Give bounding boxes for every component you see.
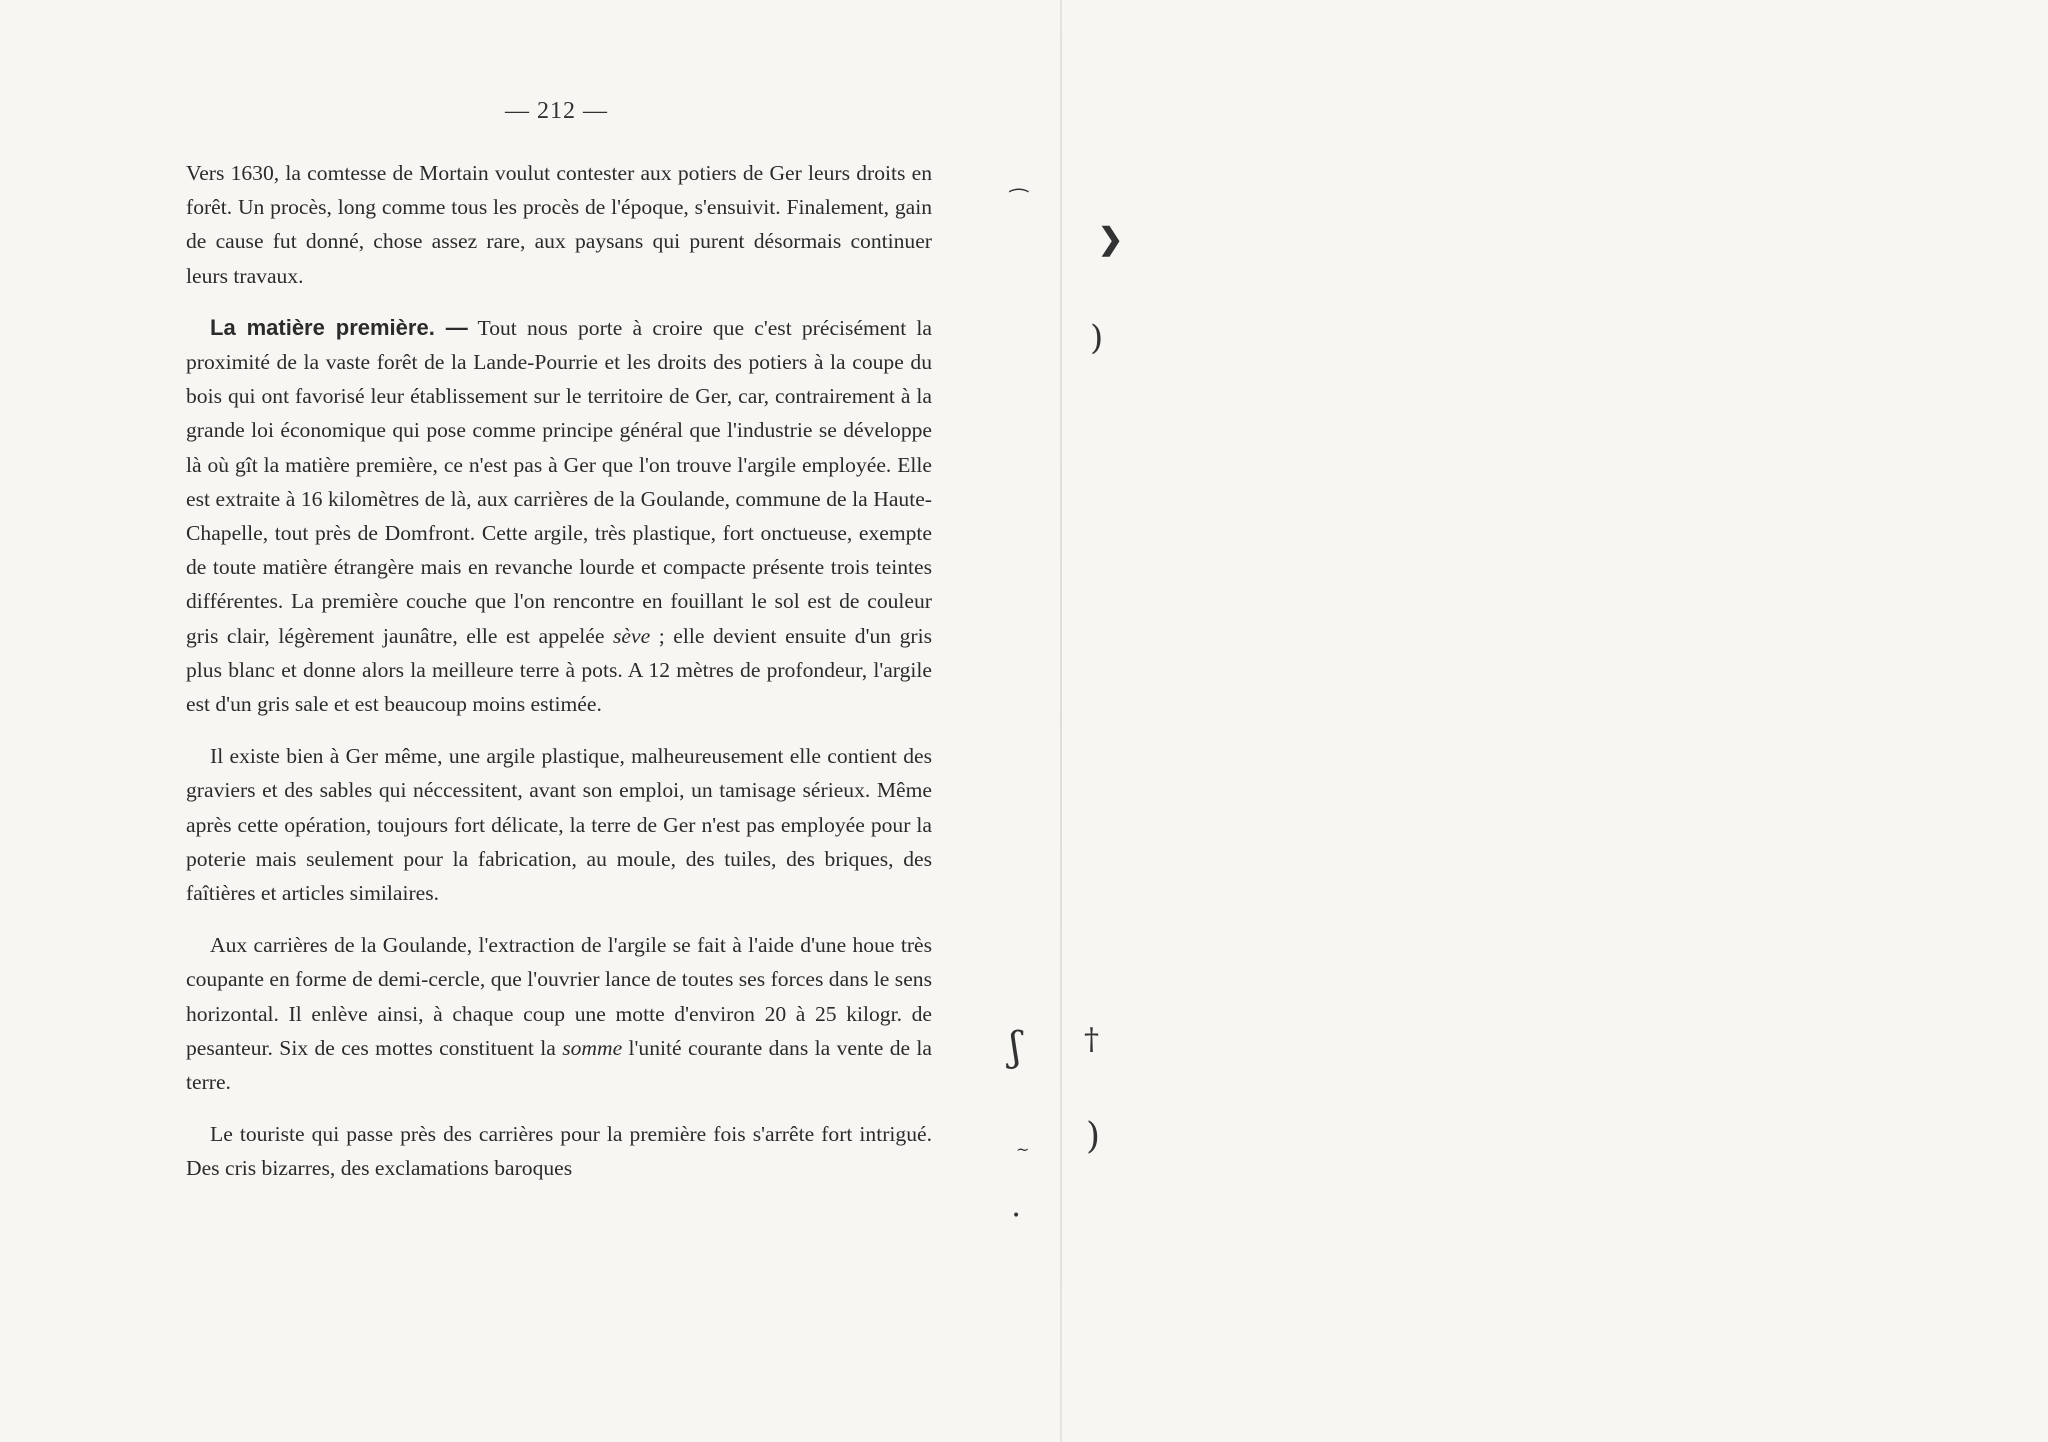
page-number: — 212 — [505,98,608,124]
paragraph-text: Aux carrières de la Goulande, l'extraction de l'argile se fait à l'aide d'une houe très coupante en forme de demi-cercle, que l'ouvrier lance de toutes ses forces dans le sens horizontal. Il enlève ainsi, à chaque coup une motte d'environ 20 à 25 kilogr. de pesanteur. Six de ces mottes constituent la [186,933,932,1060]
gutter-mark: • [1012,1208,1021,1224]
right-page [1024,0,2048,1442]
paragraph-text: l'unité courante dans la vente de la terre. [186,1035,933,1095]
gutter-mark: ) [1086,1116,1101,1157]
left-page-text [186,156,932,1204]
paragraph-text: Tout nous porte à croire que c'est précisément la proximité de la vaste forêt de la Lande-Pourrie et les droits des potiers à la coupe du bois qui ont favorisé leur établissement sur le territoire de Ger, car, contrairement à la grande loi économique qui pose comme principe général que l'industrie se développe là où gît la matière première, ce n'est pas à Ger que l'on trouve l'argile employée. Elle est extraite à 16 kilomètres de là, aux carrières de la Goulande, commune de la Haute-Chapelle, tout près de Domfront. Cette argile, très plastique, fort onctueuse, exempte de toute matière étrangère mais en revanche lourde et compacte présente trois teintes différentes. La première couche que l'on rencontre en fouillant le sol est de couleur gris clair, légèrement jaunâtre, elle est appelée [186,315,932,648]
gutter-mark: ~ [1016,1140,1030,1159]
gutter-mark: † [1084,1022,1099,1057]
gutter-mark: ) [1090,318,1104,358]
paragraph [186,311,932,721]
paragraph: Il existe bien à Ger même, une argile plastique, malheureusement elle contient des graviers et des sables qui néccessitent, avant son emploi, un tamisage sérieux. Même après cette opération, toujours fort délicate, la terre de Ger n'est pas employée pour la poterie mais seulement pour la fabrication, au moule, des tuiles, des briques, des faîtières et articles similaires. [186,744,932,906]
italic-term: sève [613,623,651,648]
italic-term: somme [562,1035,623,1060]
paragraph: Vers 1630, la comtesse de Mortain voulut contester aux potiers de Ger leurs droits en forêt. Un procès, long comme tous les procès de l'époque, s'ensuivit. Finalement, gain de cause fut donné, chose assez rare, aux paysans qui purent désormais continuer leurs travaux. [186,161,932,288]
section-heading: La matière première. — [210,314,468,340]
gutter-mark: ⁀ [1010,190,1028,215]
gutter-mark: ❯ [1098,222,1124,257]
gutter-mark: ʃ [1010,1024,1021,1070]
paragraph [186,928,932,1099]
paragraph-text: ; elle devient ensuite d'un gris plus blanc et donne alors la meilleure terre à pots. A 12 mètres de profondeur, l'argile est d'un gris sale et est beaucoup moins estimée. [186,623,932,717]
paragraph: Le touriste qui passe près des carrières pour la première fois s'arrête fort intrigué. Des cris bizarres, des exclamations baroques [186,1122,932,1181]
